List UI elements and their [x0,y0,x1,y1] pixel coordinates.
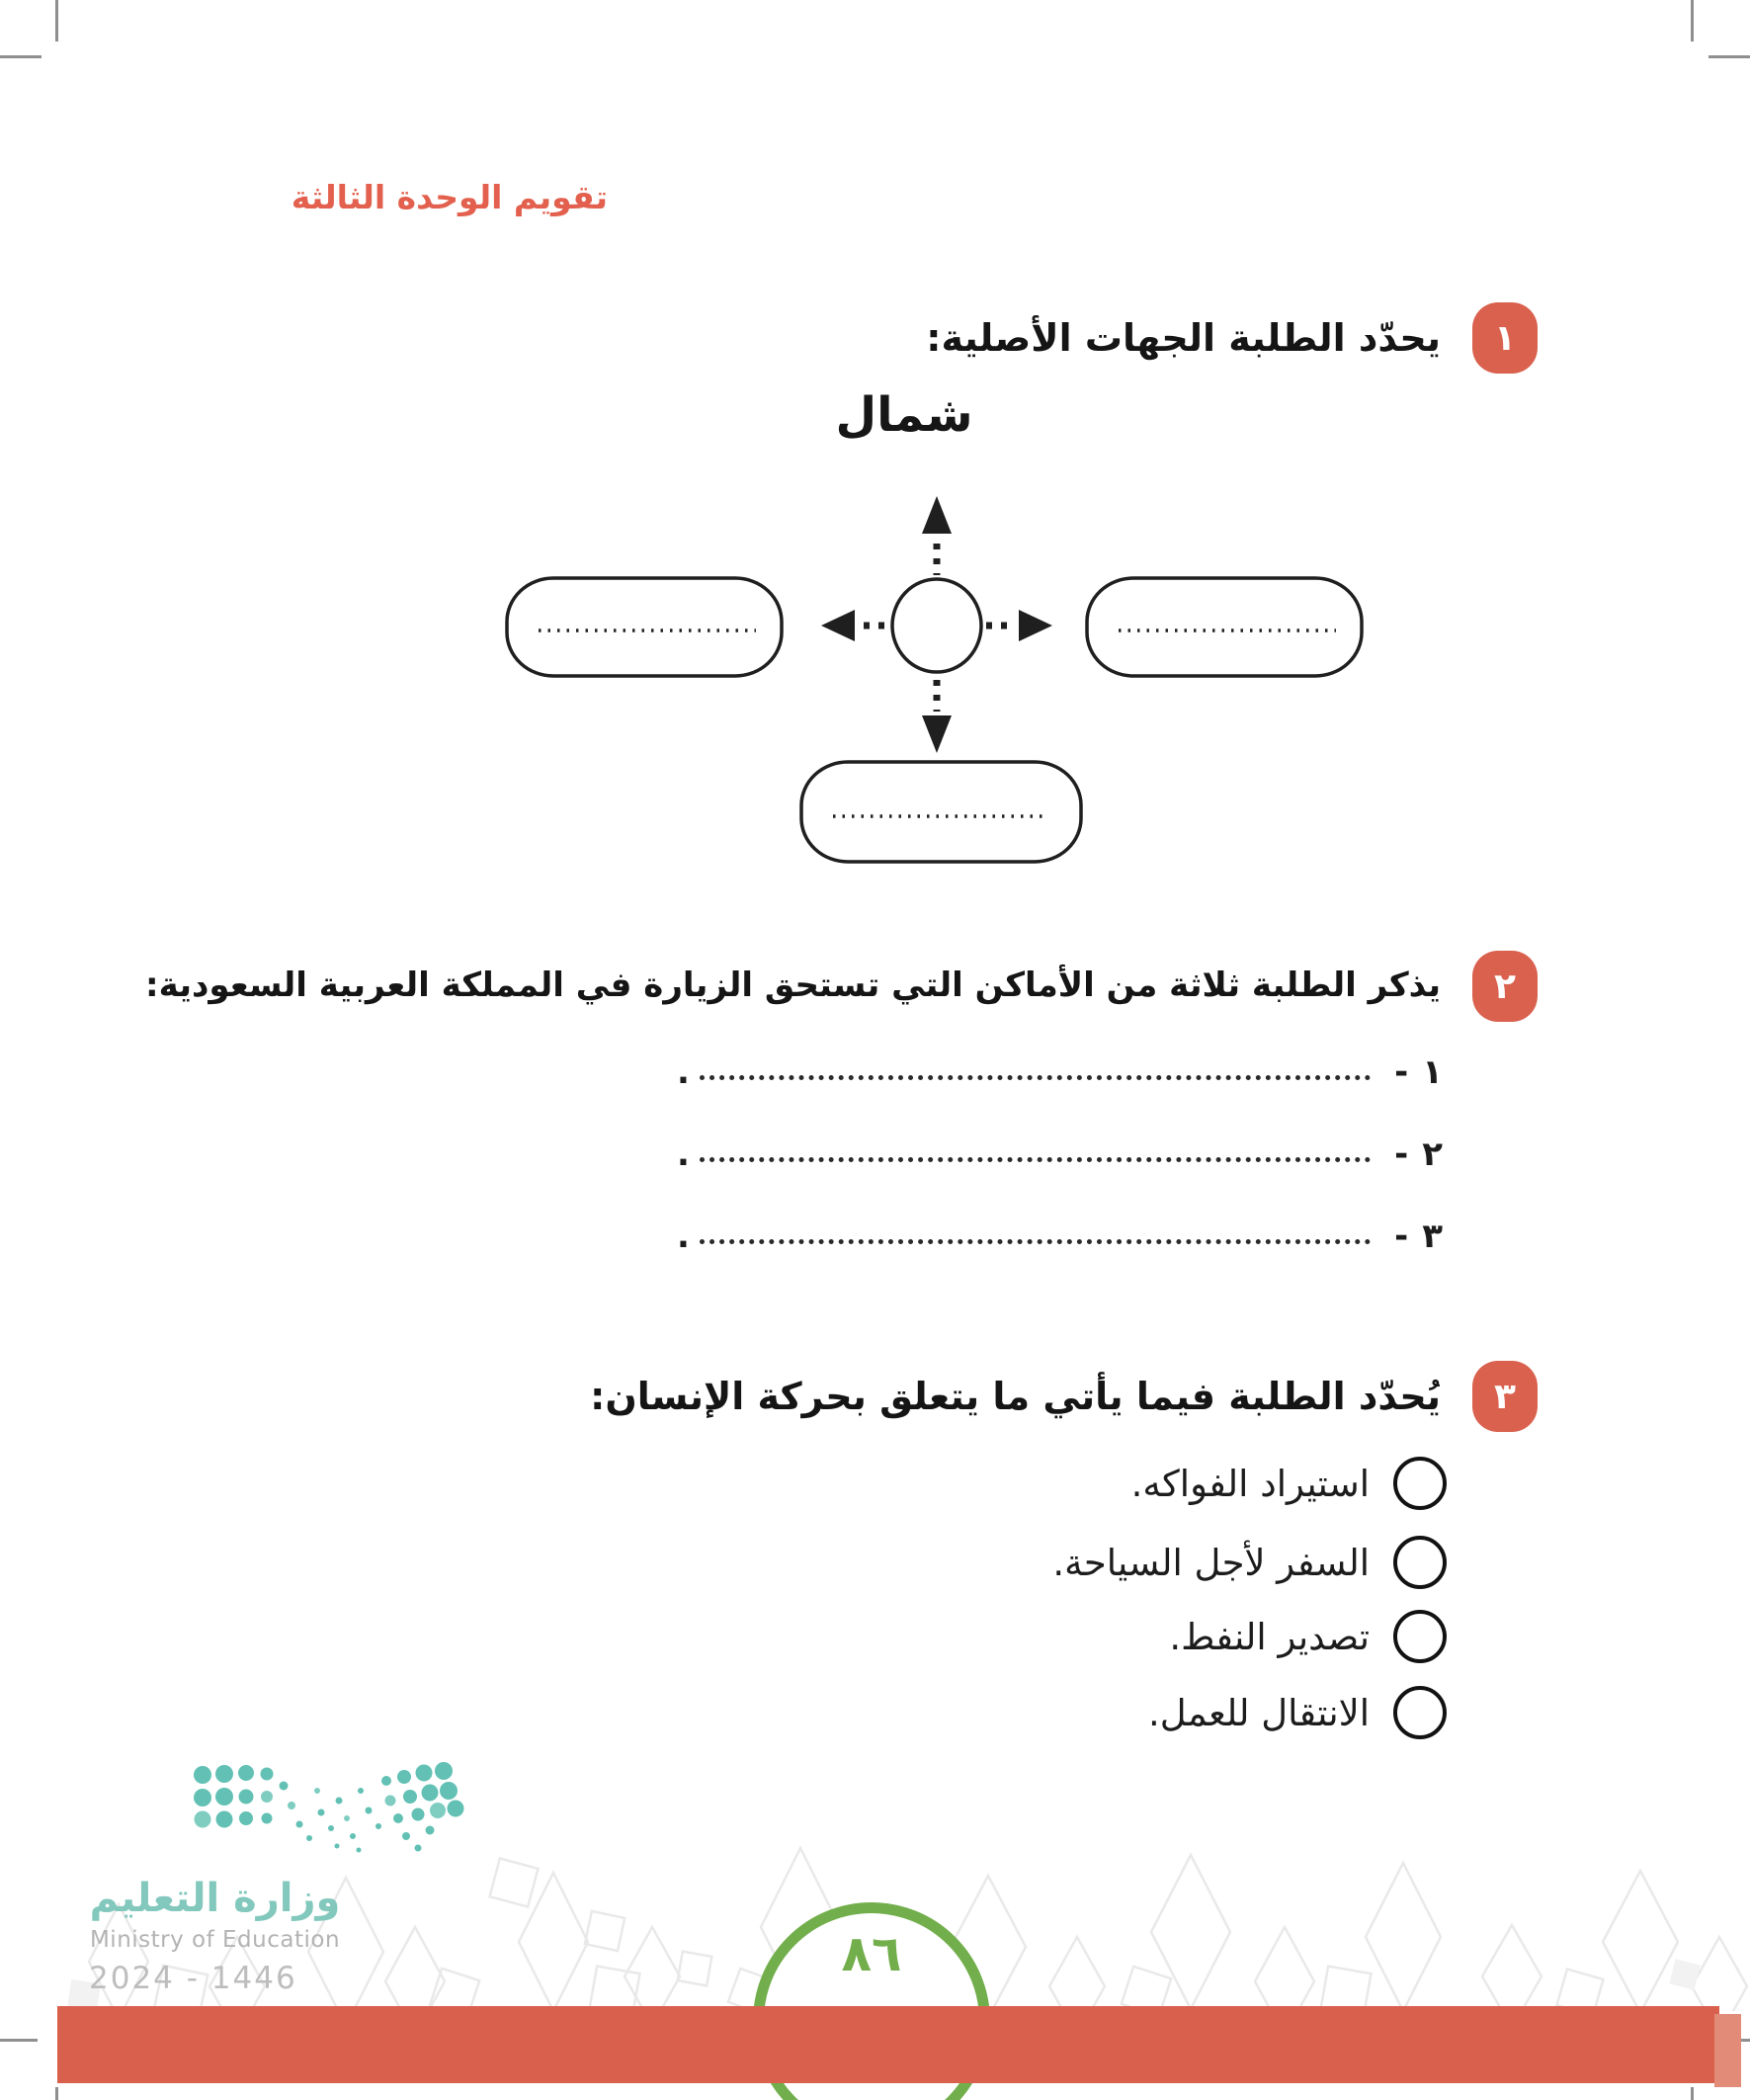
west-answer-box[interactable] [507,578,782,676]
question3-badge [1472,1361,1538,1432]
east-answer-box[interactable] [1087,578,1362,676]
blank2-dotted-line[interactable] [700,1156,1371,1162]
option-row-travel-tourism [1052,1536,1447,1589]
question3-number: ٣ [1494,1376,1516,1417]
footer-red-bar-tab [1714,2014,1741,2087]
option-row-import-fruits [1131,1457,1447,1510]
blank2-period: . [677,1134,690,1174]
west-arrow-icon [821,610,887,641]
compass-north-label: شمال [835,387,973,443]
blank-row-1 [677,1034,1443,1092]
question1-badge [1472,302,1538,374]
blank1-period: . [677,1052,690,1092]
blank-row-2 [677,1116,1443,1174]
compass-diagram [474,455,1403,880]
footer-red-bar [57,2006,1719,2083]
crop-mark-top-left-h [0,55,42,58]
compass-center-circle [892,579,981,672]
page-number: ٨٦ [841,1925,902,1982]
option1-choice-circle[interactable] [1393,1457,1447,1510]
question2-number: ٢ [1494,966,1516,1007]
question3-text: يُحدّد الطلبة فيما يأتي ما يتعلق بحركة الإنسان: [590,1375,1441,1418]
south-arrow-icon [922,680,952,753]
question2-text: يذكر الطلبة ثلاثة من الأماكن التي تستحق الزيارة في المملكة العربية السعودية: [145,966,1441,1005]
option3-choice-circle[interactable] [1393,1610,1447,1663]
moe-years: 2024 - 1446 [89,1961,297,1996]
blank3-dotted-line[interactable] [700,1238,1371,1244]
blank1-dash: - [1394,1052,1409,1092]
moe-logo-dots-icon [193,1761,469,1860]
blank-row-3 [677,1198,1443,1256]
option1-label: استيراد الفواكه. [1130,1462,1370,1505]
moe-wordmark-english: Ministry of Education [89,1927,341,1953]
north-arrow-icon [922,496,952,575]
south-answer-box[interactable] [801,762,1081,862]
blank1-dotted-line[interactable] [700,1074,1371,1080]
crop-mark-top-right-v [1691,0,1694,42]
crop-mark-bottom-left-h [0,2039,38,2042]
question1-text: يحدّد الطلبة الجهات الأصلية: [926,316,1441,360]
crop-mark-bottom-left-v [55,2087,58,2100]
blank3-number: ٣ [1422,1217,1443,1256]
east-arrow-icon [986,610,1052,641]
question2-badge [1472,951,1538,1022]
crop-mark-top-left-v [55,0,58,42]
blank2-dash: - [1394,1134,1409,1174]
crop-mark-bottom-right-v [1691,2087,1694,2100]
question1-number: ١ [1494,317,1516,359]
option2-label: السفر لأجل السياحة. [1052,1541,1370,1584]
blank3-period: . [677,1217,690,1256]
blank1-number: ١ [1422,1052,1443,1092]
option4-choice-circle[interactable] [1393,1686,1447,1739]
option2-choice-circle[interactable] [1393,1536,1447,1589]
option-row-move-for-work [1148,1686,1447,1739]
option-row-export-oil [1169,1610,1447,1663]
moe-wordmark-arabic: وزارة التعليم [89,1876,341,1921]
crop-mark-top-right-h [1708,55,1750,58]
option3-label: تصدير النفط. [1169,1615,1370,1658]
unit-evaluation-tag: تقويم الوحدة الثالثة [291,178,608,216]
blank3-dash: - [1394,1217,1409,1256]
option4-label: الانتقال للعمل. [1147,1691,1370,1734]
blank2-number: ٢ [1422,1134,1443,1174]
